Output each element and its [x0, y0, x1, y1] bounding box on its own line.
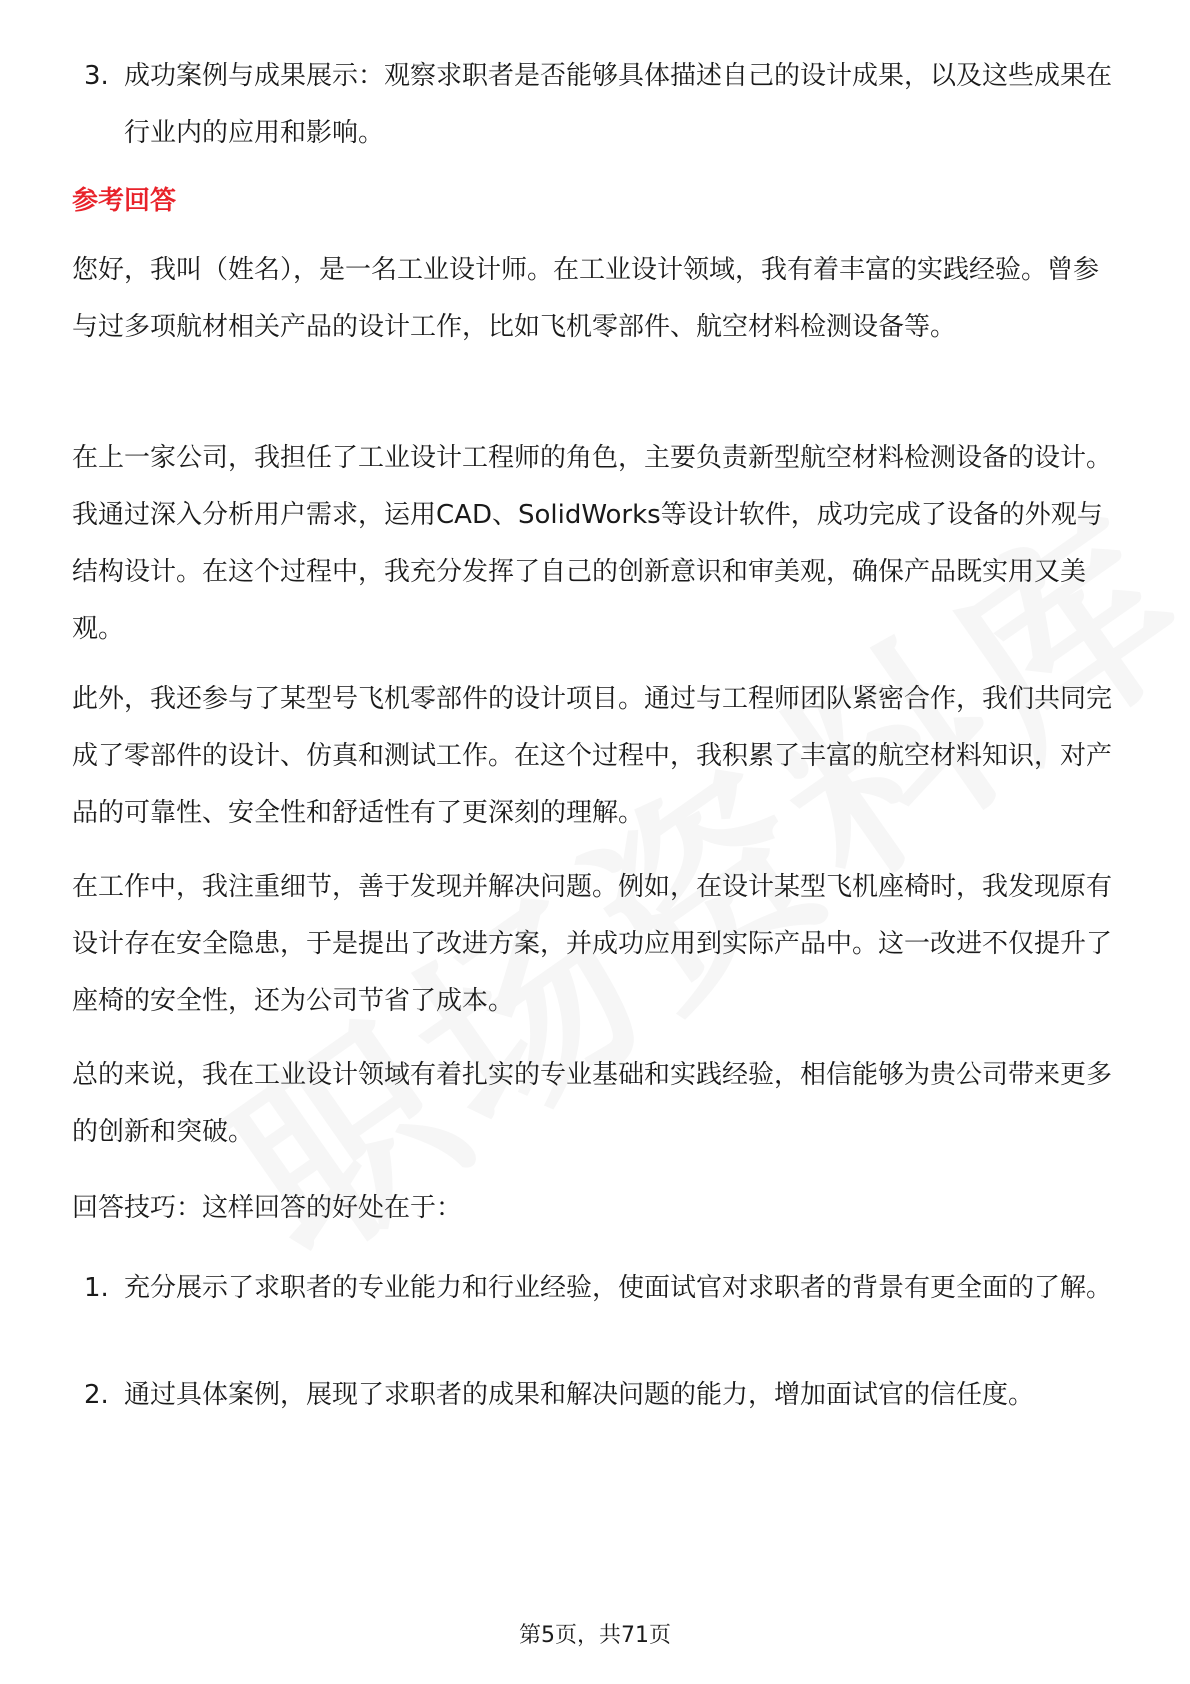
paragraph-tips-intro: 回答技巧：这样回答的好处在于： — [72, 1193, 463, 1223]
list-item — [84, 1367, 1120, 1424]
list-item-text: 通过具体案例，展现了求职者的成果和解决问题的能力，增加面试官的信任度。 — [124, 1380, 1035, 1410]
page-footer: 第5页，共71页 — [519, 1623, 671, 1648]
list-item-number: 1. — [84, 1273, 109, 1303]
list-item-number: 3. — [84, 61, 109, 91]
list-item-text: 成功案例与成果展示：观察求职者是否能够具体描述自己的设计成果，以及这些成果在行业内的应用和影响。 — [124, 61, 1113, 148]
list-item — [84, 1260, 1120, 1317]
paragraph-aircraft-parts: 此外，我还参与了某型号飞机零部件的设计项目。通过与工程师团队紧密合作，我们共同完成了零部件的设计、仿真和测试工作。在这个过程中，我积累了丰富的航空材料知识，对产品的可靠性、安全性和舒适性有了更深刻的理解。 — [72, 684, 1113, 828]
list-item-number: 2. — [84, 1380, 109, 1410]
paragraph-summary: 总的来说，我在工业设计领域有着扎实的专业基础和实践经验，相信能够为贵公司带来更多的创新和突破。 — [72, 1060, 1113, 1147]
list-item-text: 充分展示了求职者的专业能力和行业经验，使面试官对求职者的背景有更全面的了解。 — [124, 1273, 1113, 1303]
list-item — [84, 48, 1120, 162]
paragraph-attention-detail: 在工作中，我注重细节，善于发现并解决问题。例如，在设计某型飞机座椅时，我发现原有设计存在安全隐患，于是提出了改进方案，并成功应用到实际产品中。这一改进不仅提升了座椅的安全性，还为公司节省了成本。 — [72, 872, 1113, 1016]
paragraph-previous-company: 在上一家公司，我担任了工业设计工程师的角色，主要负责新型航空材料检测设备的设计。我通过深入分析用户需求，运用CAD、SolidWorks等设计软件，成功完成了设备的外观与结构设计。在这个过程中，我充分发挥了自己的创新意识和审美观，确保产品既实用又美观。 — [72, 443, 1113, 644]
paragraph-intro: 您好，我叫（姓名），是一名工业设计师。在工业设计领域，我有着丰富的实践经验。曾参与过多项航材相关产品的设计工作，比如飞机零部件、航空材料检测设备等。 — [72, 255, 1100, 342]
section-heading: 参考回答 — [72, 186, 177, 216]
